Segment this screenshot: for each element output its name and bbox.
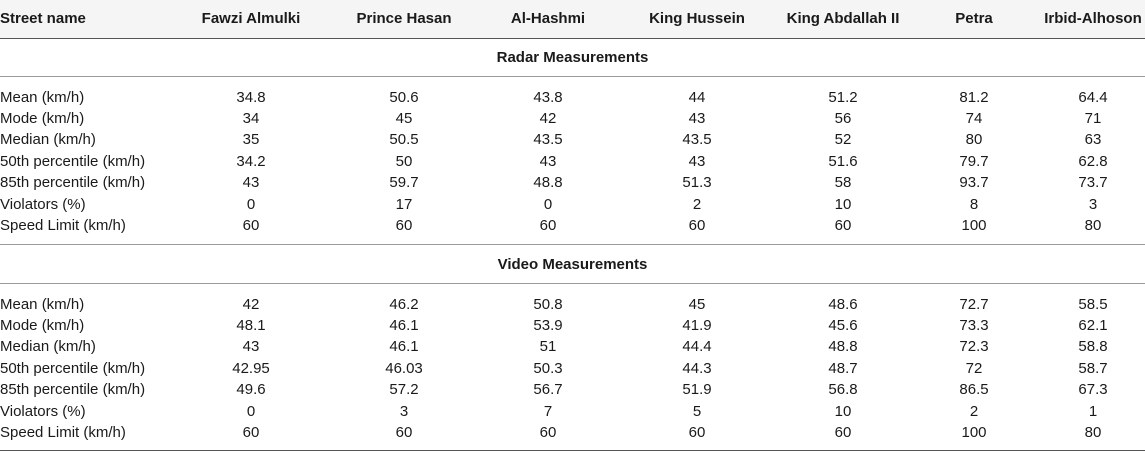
table-cell: 10 bbox=[834, 402, 852, 420]
table-cell: 50.3 bbox=[533, 359, 563, 377]
table-cell: 60 bbox=[834, 423, 852, 441]
table-cell: 45 bbox=[688, 295, 706, 313]
table-cell: 60 bbox=[539, 423, 557, 441]
table-rule bbox=[0, 76, 1145, 77]
table-cell: 48.1 bbox=[236, 316, 266, 334]
row-label: 85th percentile (km/h) bbox=[0, 174, 146, 192]
table-cell: 34.2 bbox=[236, 152, 266, 170]
table-row bbox=[0, 215, 1145, 236]
table-cell: 60 bbox=[688, 423, 706, 441]
table-cell: 17 bbox=[395, 195, 413, 213]
table-cell: 60 bbox=[395, 216, 413, 234]
row-label: 50th percentile (km/h) bbox=[0, 152, 146, 170]
table-cell: 3 bbox=[1088, 195, 1098, 213]
row-label: Mean (km/h) bbox=[0, 88, 85, 106]
row-label: 85th percentile (km/h) bbox=[0, 381, 146, 399]
table-cell: 50.5 bbox=[389, 131, 419, 149]
table-cell: 79.7 bbox=[959, 152, 989, 170]
column-header: Fawzi Almulki bbox=[201, 10, 301, 27]
table-cell: 51.2 bbox=[828, 88, 858, 106]
table-cell: 64.4 bbox=[1078, 88, 1108, 106]
column-header: Irbid-Alhoson bbox=[1044, 10, 1142, 27]
table-cell: 0 bbox=[543, 195, 553, 213]
table-cell: 41.9 bbox=[682, 316, 712, 334]
table-cell: 0 bbox=[246, 402, 256, 420]
table-cell: 46.2 bbox=[389, 295, 419, 313]
table-cell: 72.7 bbox=[959, 295, 989, 313]
row-label: 50th percentile (km/h) bbox=[0, 359, 146, 377]
table-cell: 73.7 bbox=[1078, 174, 1108, 192]
table-cell: 58 bbox=[834, 174, 852, 192]
table-cell: 71 bbox=[1084, 109, 1102, 127]
table-row bbox=[0, 294, 1145, 315]
table-cell: 72 bbox=[965, 359, 983, 377]
table-cell: 7 bbox=[543, 402, 553, 420]
table-cell: 100 bbox=[961, 423, 987, 441]
table-cell: 60 bbox=[834, 216, 852, 234]
table-cell: 60 bbox=[539, 216, 557, 234]
table-cell: 48.7 bbox=[828, 359, 858, 377]
table-row bbox=[0, 194, 1145, 215]
table-cell: 56.7 bbox=[533, 381, 563, 399]
row-label: Violators (%) bbox=[0, 195, 86, 213]
row-label: Mean (km/h) bbox=[0, 295, 85, 313]
table-cell: 46.1 bbox=[389, 338, 419, 356]
column-header: King Abdallah II bbox=[786, 10, 900, 27]
table-cell: 2 bbox=[969, 402, 979, 420]
table-cell: 3 bbox=[399, 402, 409, 420]
table-cell: 50.6 bbox=[389, 88, 419, 106]
table-cell: 49.6 bbox=[236, 381, 266, 399]
row-label: Violators (%) bbox=[0, 402, 86, 420]
table-cell: 8 bbox=[969, 195, 979, 213]
table-cell: 5 bbox=[692, 402, 702, 420]
table-cell: 56 bbox=[834, 109, 852, 127]
column-header: Prince Hasan bbox=[356, 10, 452, 27]
table-rule bbox=[0, 244, 1145, 245]
table-cell: 35 bbox=[242, 131, 260, 149]
table-cell: 62.8 bbox=[1078, 152, 1108, 170]
table-cell: 2 bbox=[692, 195, 702, 213]
table-cell: 74 bbox=[965, 109, 983, 127]
column-header: Al-Hashmi bbox=[510, 10, 586, 27]
table-cell: 62.1 bbox=[1078, 316, 1108, 334]
table-cell: 48.8 bbox=[828, 338, 858, 356]
table-cell: 80 bbox=[1084, 216, 1102, 234]
table-row bbox=[0, 358, 1145, 379]
column-header-street-name: Street name bbox=[0, 10, 86, 27]
table-cell: 60 bbox=[688, 216, 706, 234]
row-label: Mode (km/h) bbox=[0, 316, 85, 334]
table-cell: 43 bbox=[242, 174, 260, 192]
row-label: Speed Limit (km/h) bbox=[0, 423, 126, 441]
table-cell: 60 bbox=[242, 423, 260, 441]
table-cell: 57.2 bbox=[389, 381, 419, 399]
table-cell: 48.6 bbox=[828, 295, 858, 313]
table-cell: 80 bbox=[1084, 423, 1102, 441]
table-cell: 43 bbox=[688, 109, 706, 127]
table-row bbox=[0, 108, 1145, 129]
table-row bbox=[0, 172, 1145, 193]
table-cell: 93.7 bbox=[959, 174, 989, 192]
table-cell: 43 bbox=[688, 152, 706, 170]
table-cell: 43.8 bbox=[533, 88, 563, 106]
table-cell: 51.3 bbox=[682, 174, 712, 192]
table-row bbox=[0, 379, 1145, 400]
table-cell: 45 bbox=[395, 109, 413, 127]
column-header: King Hussein bbox=[649, 10, 745, 27]
table-cell: 43 bbox=[539, 152, 557, 170]
table-cell: 73.3 bbox=[959, 316, 989, 334]
section-title: Video Measurements bbox=[497, 256, 648, 273]
table-cell: 60 bbox=[242, 216, 260, 234]
table-cell: 46.1 bbox=[389, 316, 419, 334]
table-cell: 63 bbox=[1084, 131, 1102, 149]
table-row bbox=[0, 151, 1145, 172]
table-cell: 43.5 bbox=[682, 131, 712, 149]
table-cell: 58.8 bbox=[1078, 338, 1108, 356]
table-cell: 58.7 bbox=[1078, 359, 1108, 377]
table-cell: 50.8 bbox=[533, 295, 563, 313]
table-rule bbox=[0, 283, 1145, 284]
table-row bbox=[0, 315, 1145, 336]
table-row bbox=[0, 422, 1145, 443]
column-header: Petra bbox=[955, 10, 993, 27]
table-cell: 53.9 bbox=[533, 316, 563, 334]
table-cell: 42.95 bbox=[232, 359, 270, 377]
table-cell: 100 bbox=[961, 216, 987, 234]
table-cell: 50 bbox=[395, 152, 413, 170]
table-cell: 45.6 bbox=[828, 316, 858, 334]
table-cell: 46.03 bbox=[385, 359, 423, 377]
row-label: Speed Limit (km/h) bbox=[0, 216, 126, 234]
table-cell: 59.7 bbox=[389, 174, 419, 192]
table-rule bbox=[0, 38, 1145, 39]
table-cell: 43.5 bbox=[533, 131, 563, 149]
table-cell: 0 bbox=[246, 195, 256, 213]
table-row bbox=[0, 129, 1145, 150]
table-cell: 58.5 bbox=[1078, 295, 1108, 313]
row-label: Median (km/h) bbox=[0, 338, 96, 356]
table-cell: 44 bbox=[688, 88, 706, 106]
table-cell: 34.8 bbox=[236, 88, 266, 106]
table-cell: 67.3 bbox=[1078, 381, 1108, 399]
table-cell: 52 bbox=[834, 131, 852, 149]
table-cell: 51.6 bbox=[828, 152, 858, 170]
table-cell: 10 bbox=[834, 195, 852, 213]
table-cell: 43 bbox=[242, 338, 260, 356]
table-cell: 34 bbox=[242, 109, 260, 127]
table-cell: 72.3 bbox=[959, 338, 989, 356]
row-label: Mode (km/h) bbox=[0, 109, 85, 127]
table-cell: 44.4 bbox=[682, 338, 712, 356]
table-cell: 56.8 bbox=[828, 381, 858, 399]
table-cell: 81.2 bbox=[959, 88, 989, 106]
table-row bbox=[0, 336, 1145, 357]
table-cell: 86.5 bbox=[959, 381, 989, 399]
table-cell: 42 bbox=[242, 295, 260, 313]
section-title: Radar Measurements bbox=[496, 49, 649, 66]
table-cell: 80 bbox=[965, 131, 983, 149]
table-cell: 51.9 bbox=[682, 381, 712, 399]
table-cell: 60 bbox=[395, 423, 413, 441]
table-row bbox=[0, 401, 1145, 422]
row-label: Median (km/h) bbox=[0, 131, 96, 149]
table-cell: 42 bbox=[539, 109, 557, 127]
table-row bbox=[0, 87, 1145, 108]
table-cell: 1 bbox=[1088, 402, 1098, 420]
table-cell: 51 bbox=[539, 338, 557, 356]
table-cell: 44.3 bbox=[682, 359, 712, 377]
table-cell: 48.8 bbox=[533, 174, 563, 192]
